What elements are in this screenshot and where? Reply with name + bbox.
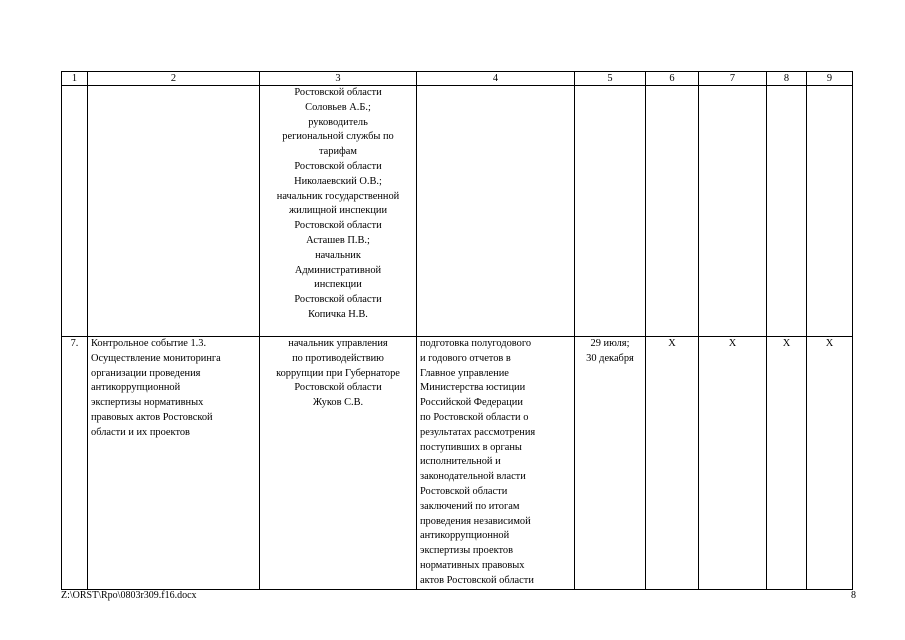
cell-text-line: поступивших в органы	[420, 441, 522, 453]
header-cell: 6	[646, 72, 699, 86]
cell-text-line: законодательной власти	[420, 471, 526, 483]
cell-text-line: антикоррупционной	[91, 382, 181, 394]
header-cell: 4	[417, 72, 575, 86]
cell-text-line: заключений по итогам	[420, 500, 520, 512]
mark-cell-9: X	[807, 337, 853, 590]
cell-text-line: Ростовской области	[294, 160, 382, 172]
cell-text-line: экспертизы проектов	[420, 545, 513, 557]
cell-text-line: исполнительной и	[420, 456, 501, 468]
header-cell: 3	[260, 72, 417, 86]
table-row-continuation	[62, 86, 853, 337]
cell-text-line: Копичка Н.В.	[308, 308, 368, 320]
cell-text-line: жилищной инспекции	[288, 205, 388, 217]
cell-text-line: актов Ростовской области	[420, 574, 534, 586]
cell-text-line: инспекции	[314, 279, 362, 291]
cell-text-line: Ростовской области	[294, 382, 382, 394]
cell-text-line: по противодействию	[292, 352, 384, 364]
cell-text-line: 29 июля;	[590, 338, 630, 349]
cell-text-line: Ростовской области	[420, 485, 508, 497]
responsible-persons-cell	[260, 86, 417, 337]
cell-text-line: руководитель	[308, 116, 368, 128]
cell-text-line: Осуществление мониторинга	[91, 352, 221, 364]
cell-text-line: области и их проектов	[91, 426, 190, 438]
cell-text-line: начальник государственной	[276, 190, 400, 202]
cell-text-line: тарифам	[319, 146, 357, 158]
cell-text-line: и годового отчетов в	[420, 352, 511, 364]
table-cell	[699, 86, 767, 337]
cell-text-line: коррупции при Губернаторе	[276, 367, 400, 379]
cell-text-line: Ростовской области	[294, 220, 382, 232]
row-number-cell: 7.	[62, 337, 88, 590]
table-cell	[88, 86, 260, 337]
table-cell	[417, 86, 575, 337]
table-cell	[62, 86, 88, 337]
footer-page-number: 8	[851, 590, 856, 601]
cell-text-line: Контрольное событие 1.3.	[91, 338, 207, 349]
header-cell: 9	[807, 72, 853, 86]
result-description-cell	[417, 337, 575, 590]
cell-text-line: антикоррупционной	[420, 530, 510, 542]
cell-text-line: Жуков С.В.	[312, 397, 364, 409]
cell-text-line: правовых актов Ростовской	[91, 411, 213, 423]
cell-text-line: экспертизы нормативных	[91, 397, 204, 409]
cell-text-line: Николаевский О.В.;	[294, 175, 382, 187]
cell-text-line: проведения независимой	[420, 515, 531, 527]
table-cell	[807, 86, 853, 337]
table-cell	[767, 86, 807, 337]
cell-text-line: Административной	[294, 264, 382, 276]
cell-text-line: начальник	[315, 249, 361, 261]
table-header-row	[62, 72, 853, 86]
cell-text-line: Главное управление	[420, 367, 509, 379]
cell-text-line: нормативных правовых	[420, 559, 525, 571]
mark-cell-8: X	[767, 337, 807, 590]
header-cell: 8	[767, 72, 807, 86]
cell-text-line: Асташев П.В.;	[306, 234, 370, 246]
deadline-cell	[575, 337, 646, 590]
mark-cell-6: X	[646, 337, 699, 590]
cell-text-line: Ростовской области	[294, 294, 382, 306]
header-cell: 5	[575, 72, 646, 86]
cell-text-line: подготовка полугодового	[420, 338, 532, 349]
header-cell: 2	[88, 72, 260, 86]
header-cell: 1	[62, 72, 88, 86]
event-description-cell	[88, 337, 260, 590]
cell-text-line: Ростовской области	[294, 87, 382, 98]
cell-text-line: Российской Федерации	[420, 397, 523, 409]
cell-text-line: 30 декабря	[586, 352, 634, 364]
table-cell	[646, 86, 699, 337]
cell-text-line: организации проведения	[91, 367, 201, 379]
cell-text-line: Соловьев А.Б.;	[305, 101, 371, 113]
cell-text-line: по Ростовской области о	[420, 411, 529, 423]
header-cell: 7	[699, 72, 767, 86]
table-cell	[575, 86, 646, 337]
cell-text-line: Министерства юстиции	[420, 382, 526, 394]
cell-text-line: результатах рассмотрения	[420, 426, 536, 438]
table-row-7	[62, 337, 853, 590]
document-table	[61, 71, 853, 590]
cell-text-line: начальник управления	[288, 338, 388, 349]
mark-cell-7: X	[699, 337, 767, 590]
footer-file-path: Z:\ORST\Rpo\0803r309.f16.docx	[61, 590, 197, 601]
cell-text-line: региональной службы по	[282, 131, 394, 143]
responsible-person-cell	[260, 337, 417, 590]
